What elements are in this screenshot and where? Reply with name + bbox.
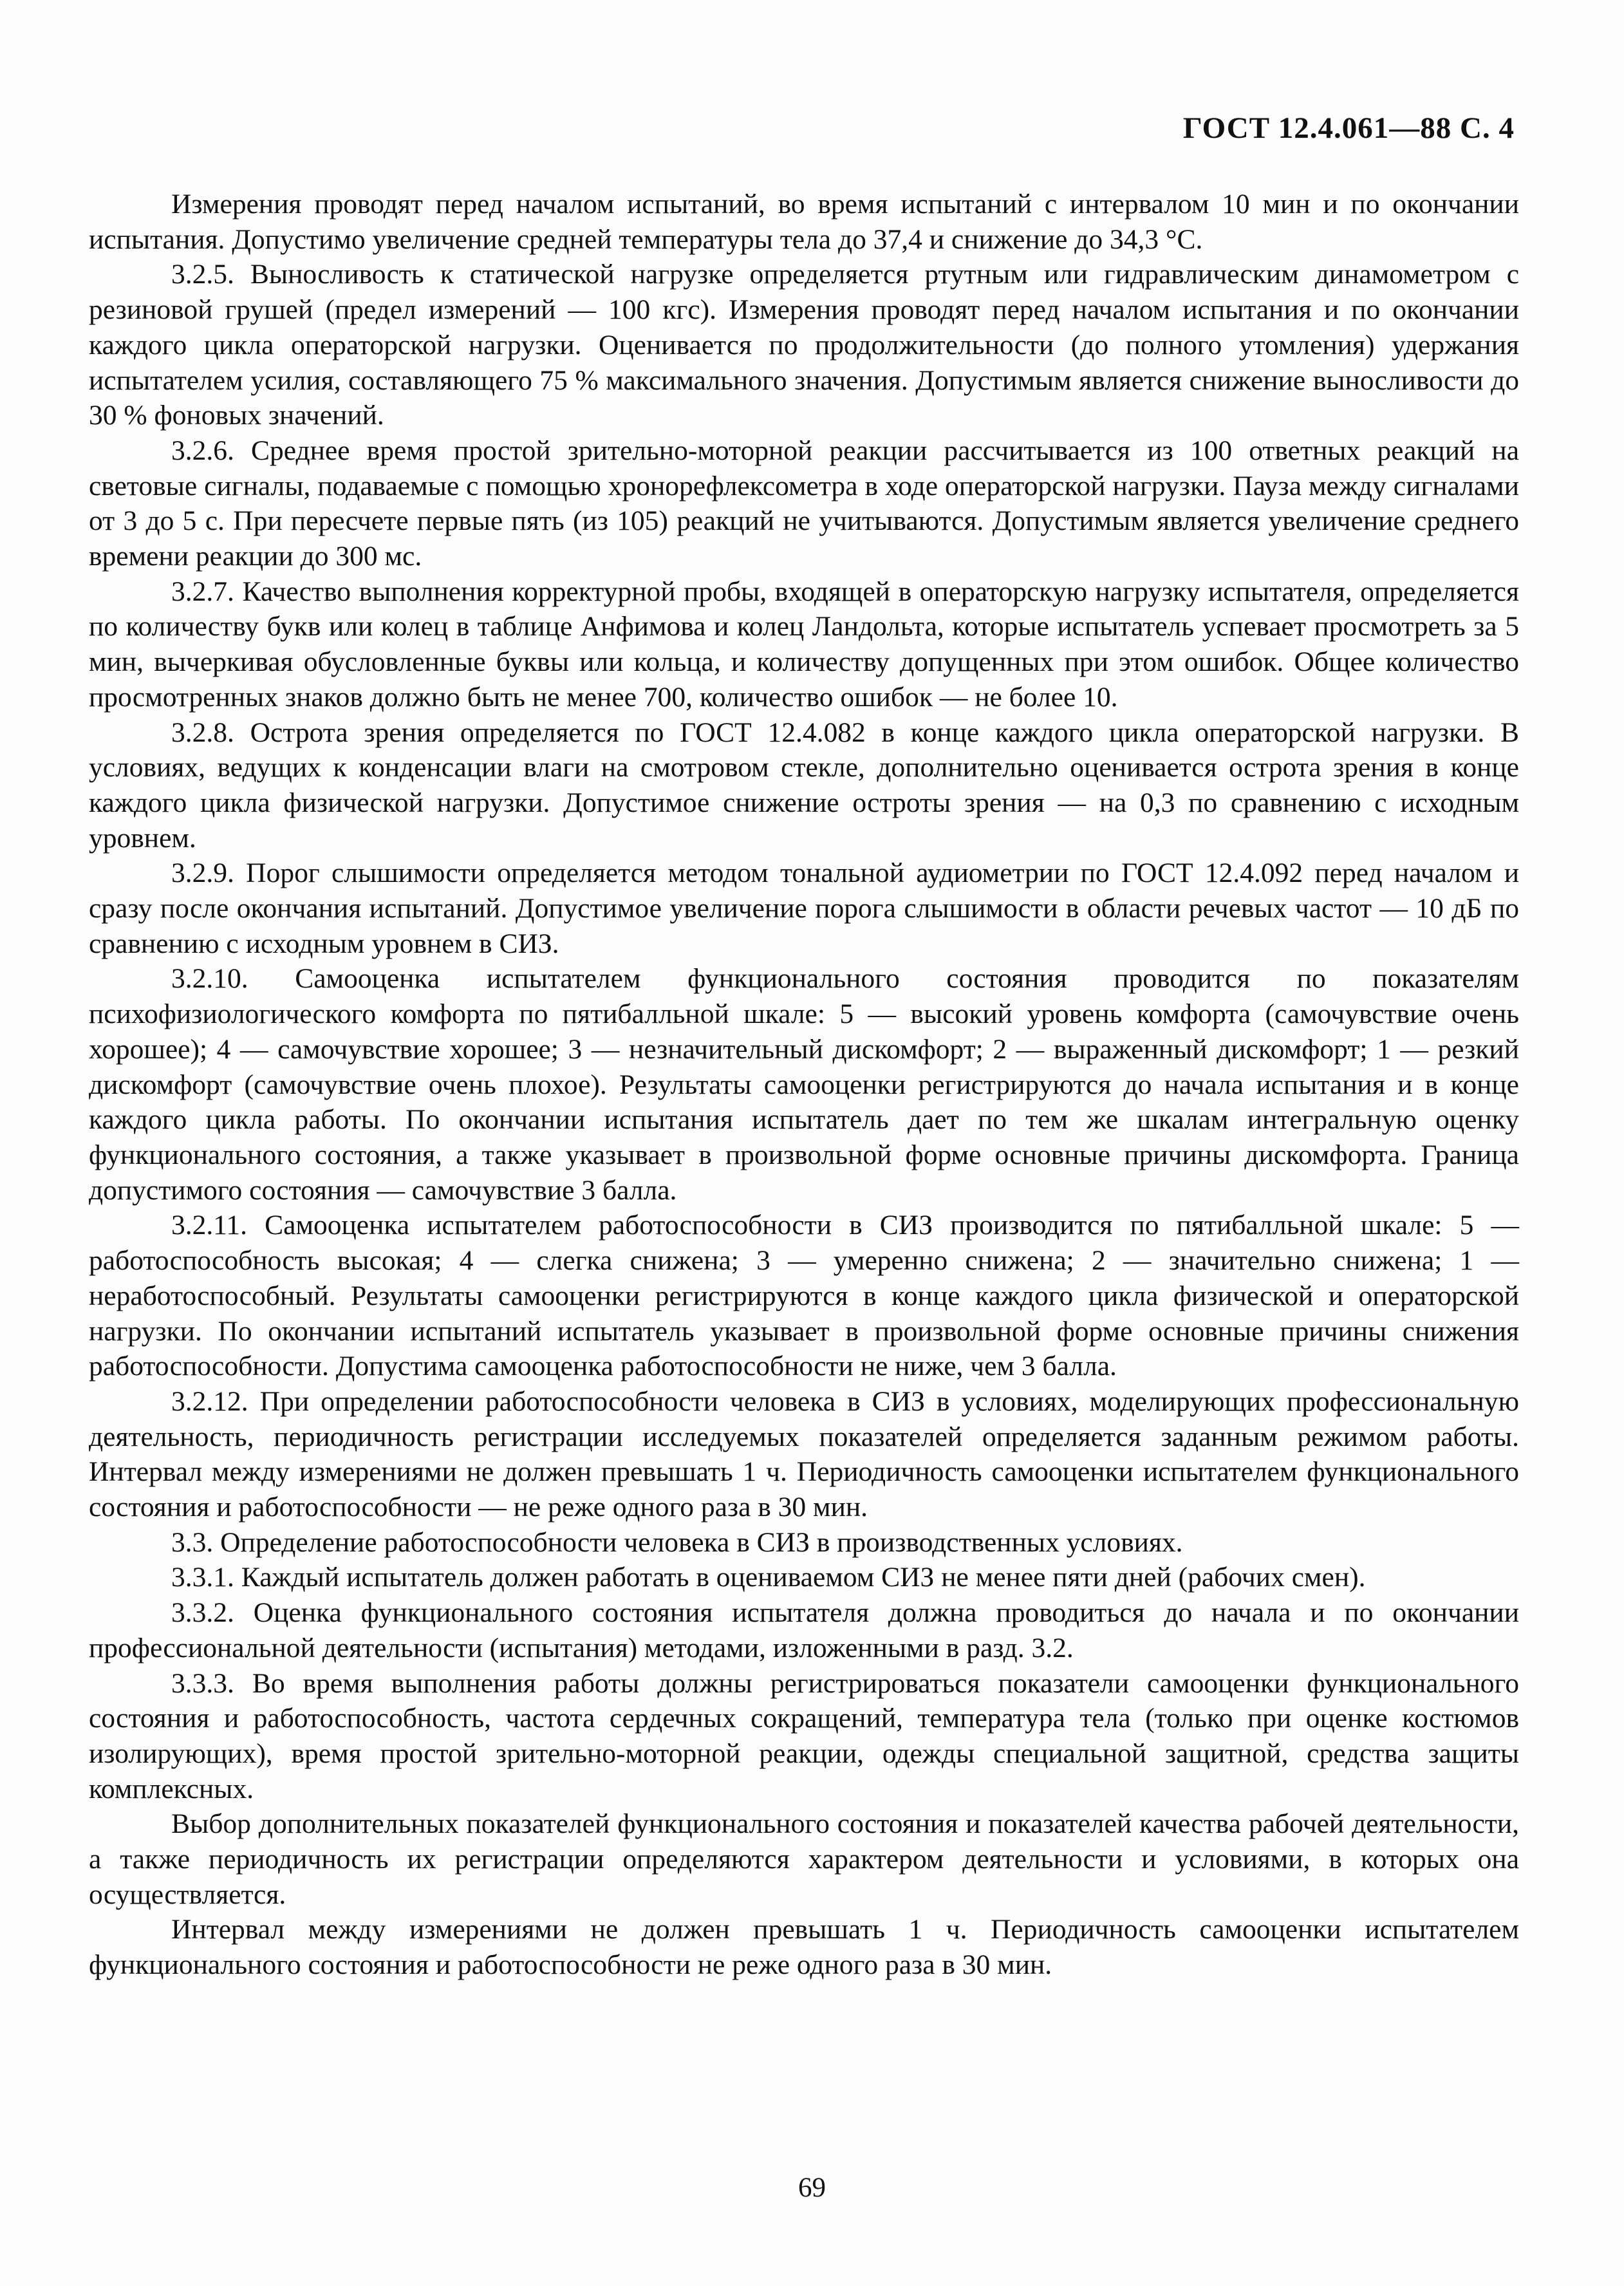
- running-header: ГОСТ 12.4.061—88 С. 4: [1182, 111, 1515, 145]
- paragraph-measurement-interval: Интервал между измерениями не должен превышать 1 ч. Периодичность самооценки испытателем функционального состояния и работоспособности не реже одного раза в 30 мин.: [89, 1914, 1519, 1981]
- paragraph-additional-indicators: Выбор дополнительных показателей функционального состояния и показателей качества рабочей деятельности, а также периодичность их регистрации определяются характером деятельности и условиями, в которых она осуществляется.: [89, 1808, 1519, 1910]
- paragraph-measurements: Измерения проводят перед началом испытаний, во время испытаний с интервалом 10 мин и по окончании испытания. Допустимо увеличение средней температуры тела до 37,4 и снижение до 34,3 °С.: [89, 189, 1519, 255]
- body-text: [89, 187, 1519, 1983]
- paragraph-3-3-1: 3.3.1. Каждый испытатель должен работать в оцениваемом СИЗ не менее пяти дней (рабочих смен).: [171, 1562, 1366, 1593]
- paragraph-3-2-9: 3.2.9. Порог слышимости определяется методом тональной аудиометрии по ГОСТ 12.4.092 перед началом и сразу после окончания испытаний. Допустимое увеличение порога слышимости в области речевых частот — 10 дБ по сравнению с исходным уровнем в СИЗ.: [89, 857, 1519, 959]
- paragraph-3-3: 3.3. Определение работоспособности человека в СИЗ в производственных условиях.: [171, 1526, 1183, 1558]
- page-number: 69: [798, 2173, 826, 2203]
- paragraph-3-2-12: 3.2.12. При определении работоспособности человека в СИЗ в условиях, моделирующих профессиональную деятельность, периодичность регистрации исследуемых показателей определяется заданным режимом работы. Интервал между измерениями не должен превышать 1 ч. Периодичность самооценки испытателем функционального состояния и работоспособности — не реже одного раза в 30 мин.: [89, 1385, 1519, 1523]
- paragraph-3-3-3: 3.3.3. Во время выполнения работы должны регистрироваться показатели самооценки функционального состояния и работоспособность, частота сердечных сокращений, температура тела (только при оценке костюмов изолирующих), время простой зрительно-моторной реакции, одежды специальной защитной, средства защиты комплексных.: [89, 1667, 1519, 1804]
- paragraph-3-2-6: 3.2.6. Среднее время простой зрительно-моторной реакции рассчитывается из 100 ответных реакций на световые сигналы, подаваемые с помощью хронорефлексометра в ходе операторской нагрузки. Пауза между сигналами от 3 до 5 с. При пересчете первые пять (из 105) реакций не учитываются. Допустимым является увеличение среднего времени реакции до 300 мс.: [89, 435, 1519, 572]
- paragraph-3-2-8: 3.2.8. Острота зрения определяется по ГОСТ 12.4.082 в конце каждого цикла операторской нагрузки. В условиях, ведущих к конденсации влаги на смотровом стекле, дополнительно оценивается острота зрения в конце каждого цикла физической нагрузки. Допустимое снижение остроты зрения — на 0,3 по сравнению с исходным уровнем.: [89, 717, 1519, 854]
- paragraph-3-3-2: 3.3.2. Оценка функционального состояния испытателя должна проводиться до начала и по окончании профессиональной деятельности (испытания) методами, изложенными в разд. 3.2.: [89, 1597, 1519, 1663]
- paragraph-3-2-7: 3.2.7. Качество выполнения корректурной пробы, входящей в операторскую нагрузку испытателя, определяется по количеству букв или колец в таблице Анфимова и колец Ландольта, которые испытатель успевает просмотреть за 5 мин, вычеркивая обусловленные буквы или кольца, и количеству допущенных при этом ошибок. Общее количество просмотренных знаков должно быть не менее 700, количество ошибок — не более 10.: [89, 576, 1519, 713]
- paragraph-3-2-10: 3.2.10. Самооценка испытателем функционального состояния проводится по показателям психофизиологического комфорта по пятибалльной шкале: 5 — высокий уровень комфорта (самочувствие очень хорошее); 4 — самочувствие хорошее; 3 — незначительный дискомфорт; 2 — выраженный дискомфорт; 1 — резкий дискомфорт (самочувствие очень плохое). Результаты самооценки регистрируются до начала испытания и в конце каждого цикла работы. По окончании испытания испытатель дает по тем же шкалам интегральную оценку функционального состояния, а также указывает в произвольной форме основные причины дискомфорта. Граница допустимого состояния — самочувствие 3 балла.: [89, 963, 1519, 1206]
- paragraph-3-2-5: 3.2.5. Выносливость к статической нагрузке определяется ртутным или гидравлическим динамометром с резиновой грушей (предел измерений — 100 кгс). Измерения проводят перед началом испытания и по окончании каждого цикла операторской нагрузки. Оценивается по продолжительности (до полного утомления) удержания испытателем усилия, составляющего 75 % максимального значения. Допустимым является снижение выносливости до 30 % фоновых значений.: [89, 259, 1519, 431]
- paragraph-3-2-11: 3.2.11. Самооценка испытателем работоспособности в СИЗ производится по пятибалльной шкале: 5 — работоспособность высокая; 4 — слегка снижена; 3 — умеренно снижена; 2 — значительно снижена; 1 — неработоспособный. Результаты самооценки регистрируются в конце каждого цикла физической и операторской нагрузки. По окончании испытаний испытатель указывает в произвольной форме основные причины снижения работоспособности. Допустима самооценка работоспособности не ниже, чем 3 балла.: [89, 1210, 1519, 1382]
